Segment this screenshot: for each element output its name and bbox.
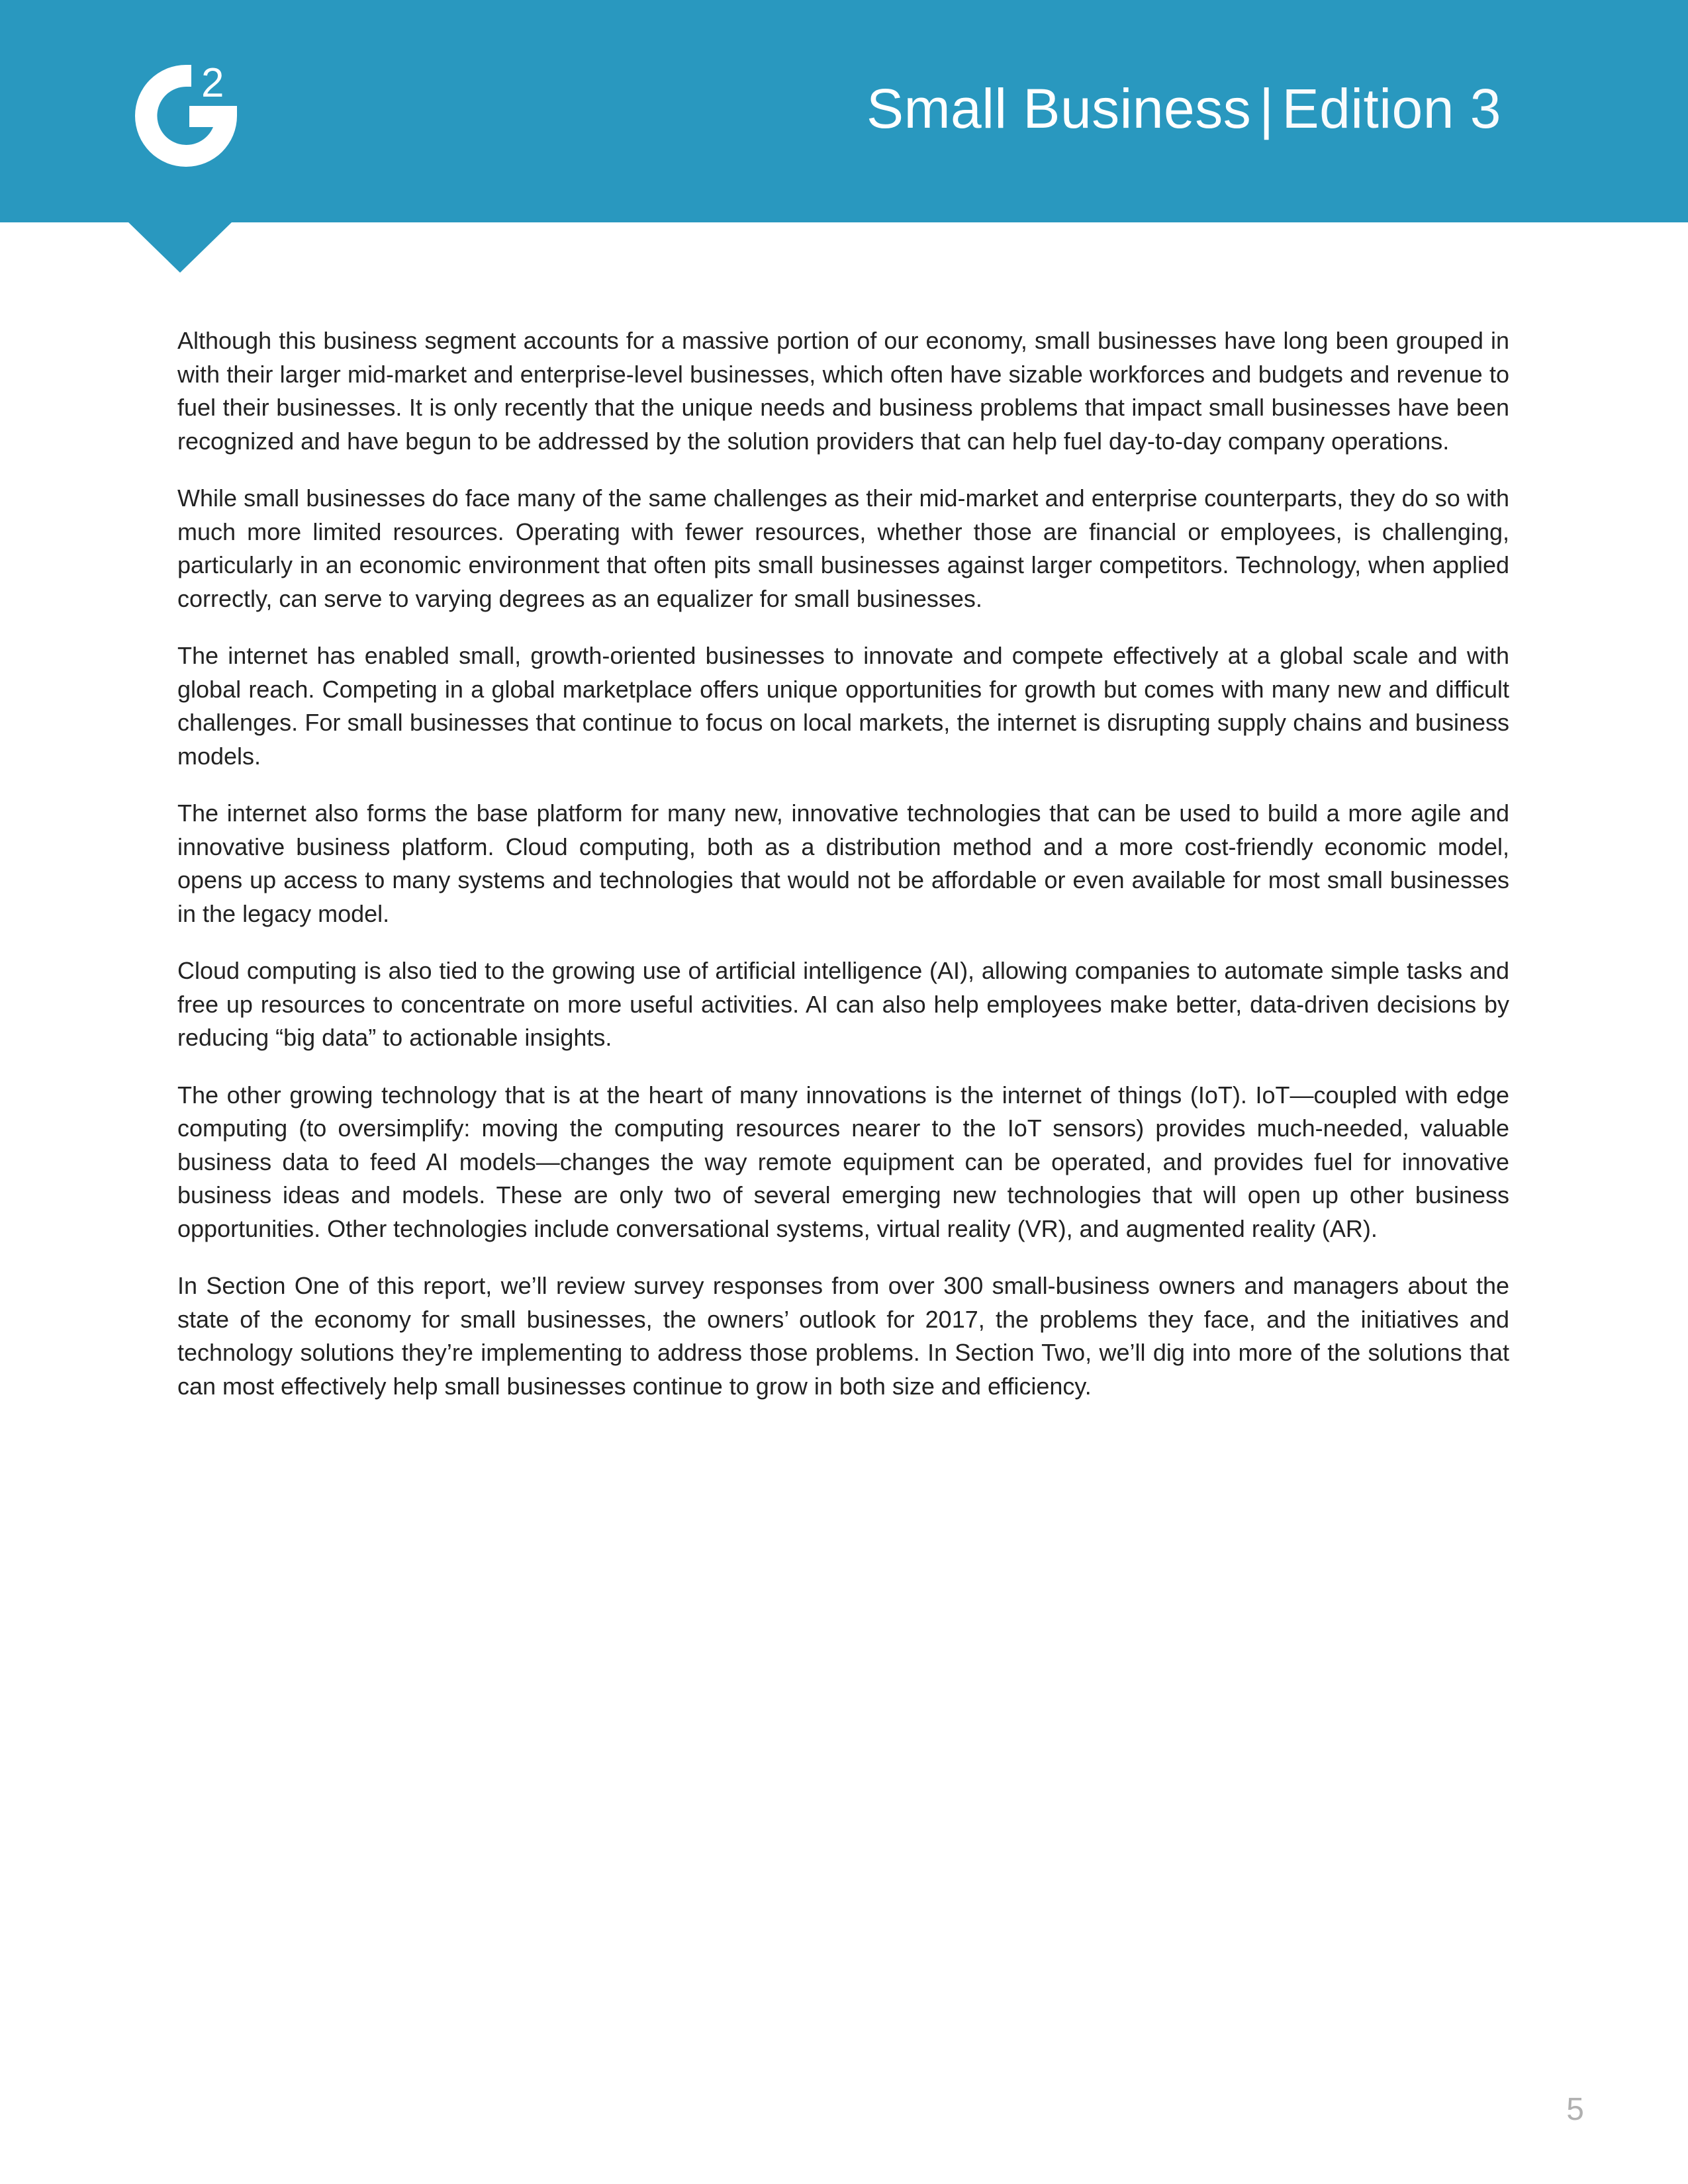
g2-logo <box>123 53 249 179</box>
title-main: Small Business <box>867 77 1252 140</box>
paragraph: Cloud computing is also tied to the growing use of artificial intelligence (AI), allowing companies to automate simple tasks and free up resources to concentrate on more useful activities. AI can also help employees make better, data-driven decisions by reducing “big data” to actionable insights. <box>177 957 1509 1051</box>
page-number: 5 <box>1566 2092 1584 2127</box>
header-pointer <box>127 221 233 273</box>
paragraph: Although this business segment accounts for a massive portion of our economy, small businesses have long been grouped in with their larger mid-market and enterprise-level businesses, which often have sizable workforces and budgets and revenue to fuel their businesses. It is only recently that the unique needs and business problems that impact small businesses have been recognized and have begun to be addressed by the solution providers that can help fuel day-to-day company operations. <box>177 327 1509 455</box>
body-text <box>177 324 1509 1427</box>
paragraph: The other growing technology that is at the heart of many innovations is the internet of things (IoT). IoT—coupled with edge computing (to oversimplify: moving the computing resources nearer to the IoT sensors) provides much-needed, valuable business data to feed AI models—changes the way remote equipment can be operated, and provides fuel for innovative business ideas and models. These are only two of several emerging new technologies that will open up other business opportunities. Other technologies include conversational systems, virtual reality (VR), and augmented reality (AR). <box>177 1081 1509 1242</box>
logo-superscript: 2 <box>201 60 224 106</box>
header-title <box>867 74 1501 143</box>
paragraph: The internet has enabled small, growth-oriented businesses to innovate and compete effectively at a global scale and with global reach. Competing in a global marketplace offers unique opportunities for growth but comes with many new and difficult challenges. For small businesses that continue to focus on local markets, the internet is disrupting supply chains and business models. <box>177 642 1509 770</box>
paragraph: The internet also forms the base platform for many new, innovative technologies that can be used to build a more agile and innovative business platform. Cloud computing, both as a distribution method and a more cost-friendly economic model, opens up access to many systems and technologies that would not be affordable or even available for most small businesses in the legacy model. <box>177 799 1509 927</box>
paragraph: In Section One of this report, we’ll review survey responses from over 300 small-business owners and managers about the state of the economy for small businesses, the owners’ outlook for 2017, the problems they face, and the initiatives and technology solutions they’re implementing to address those problems. In Section Two, we’ll dig into more of the solutions that can most effectively help small businesses continue to grow in both size and efficiency. <box>177 1272 1509 1400</box>
title-edition: Edition 3 <box>1282 77 1501 140</box>
paragraph: While small businesses do face many of the same challenges as their mid-market and enterprise counterparts, they do so with much more limited resources. Operating with fewer resources, whether those are financial or employees, is challenging, particularly in an economic environment that often pits small businesses against larger competitors. Technology, when applied correctly, can serve to varying degrees as an equalizer for small businesses. <box>177 484 1509 612</box>
title-separator: | <box>1259 77 1274 140</box>
